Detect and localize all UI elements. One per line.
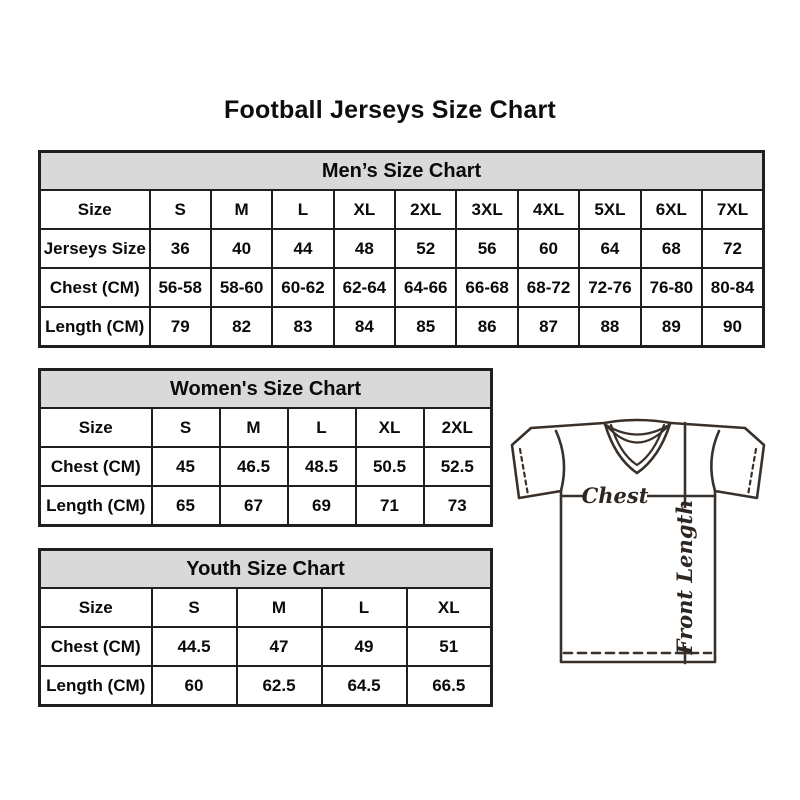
table-cell: XL <box>334 190 395 229</box>
table-cell: 56-58 <box>150 268 211 307</box>
row-label: Size <box>40 190 150 229</box>
table-cell: 60-62 <box>272 268 333 307</box>
table-title: Women's Size Chart <box>40 370 492 409</box>
table-cell: 60 <box>518 229 579 268</box>
table-row <box>40 588 492 627</box>
table-cell: 72 <box>702 229 763 268</box>
table-cell: 85 <box>395 307 456 347</box>
table-cell: 56 <box>456 229 517 268</box>
table-cell: S <box>152 588 237 627</box>
table-title: Men’s Size Chart <box>40 152 764 191</box>
table-cell: 51 <box>407 627 492 666</box>
table-cell: 52.5 <box>424 447 492 486</box>
table-cell: 76-80 <box>641 268 702 307</box>
table-cell: 68-72 <box>518 268 579 307</box>
table-cell: L <box>288 408 356 447</box>
table-cell: 73 <box>424 486 492 526</box>
table-row <box>40 190 764 229</box>
jersey-diagram-svg <box>500 410 790 680</box>
mens-size-table <box>38 150 765 348</box>
table-cell: M <box>211 190 272 229</box>
table-cell: 68 <box>641 229 702 268</box>
table-cell: 69 <box>288 486 356 526</box>
table-cell: M <box>237 588 322 627</box>
table-cell: 44.5 <box>152 627 237 666</box>
table-row <box>40 268 764 307</box>
table-cell: 46.5 <box>220 447 288 486</box>
table-row <box>40 229 764 268</box>
row-label: Length (CM) <box>40 486 152 526</box>
womens-size-table <box>38 368 493 527</box>
table-cell: 87 <box>518 307 579 347</box>
table-cell: XL <box>407 588 492 627</box>
table-cell: 4XL <box>518 190 579 229</box>
table-row <box>40 486 492 526</box>
table-cell: 67 <box>220 486 288 526</box>
table-cell: 52 <box>395 229 456 268</box>
row-label: Size <box>40 588 152 627</box>
row-label: Size <box>40 408 152 447</box>
table-cell: 5XL <box>579 190 640 229</box>
page-title: Football Jerseys Size Chart <box>224 96 556 124</box>
table-cell: 66-68 <box>456 268 517 307</box>
table-cell: 65 <box>152 486 220 526</box>
table-cell: 71 <box>356 486 424 526</box>
table-cell: 89 <box>641 307 702 347</box>
table-cell: 64-66 <box>395 268 456 307</box>
row-label: Jerseys Size <box>40 229 150 268</box>
table-cell: 45 <box>152 447 220 486</box>
table-cell: 3XL <box>456 190 517 229</box>
table-cell: 44 <box>272 229 333 268</box>
table-cell: 62.5 <box>237 666 322 706</box>
table-cell: 58-60 <box>211 268 272 307</box>
table-row <box>40 627 492 666</box>
front-length-label: Front Length <box>672 499 697 655</box>
table-cell: 82 <box>211 307 272 347</box>
table-cell: L <box>322 588 407 627</box>
row-label: Chest (CM) <box>40 627 152 666</box>
table-cell: 79 <box>150 307 211 347</box>
table-cell: 40 <box>211 229 272 268</box>
table-cell: S <box>150 190 211 229</box>
table-title: Youth Size Chart <box>40 550 492 589</box>
table-row <box>40 307 764 347</box>
table-cell: 88 <box>579 307 640 347</box>
table-row <box>40 447 492 486</box>
table-cell: 72-76 <box>579 268 640 307</box>
table-cell: 60 <box>152 666 237 706</box>
table-cell: 80-84 <box>702 268 763 307</box>
row-label: Length (CM) <box>40 666 152 706</box>
table-cell: 2XL <box>395 190 456 229</box>
table-cell: S <box>152 408 220 447</box>
table-cell: XL <box>356 408 424 447</box>
row-label: Chest (CM) <box>40 268 150 307</box>
chest-label: Chest <box>581 483 649 508</box>
table-cell: 84 <box>334 307 395 347</box>
table-cell: M <box>220 408 288 447</box>
table-cell: 47 <box>237 627 322 666</box>
row-label: Chest (CM) <box>40 447 152 486</box>
table-cell: 83 <box>272 307 333 347</box>
table-cell: 48.5 <box>288 447 356 486</box>
jersey-measurement-diagram <box>500 410 790 680</box>
table-cell: 66.5 <box>407 666 492 706</box>
table-cell: 50.5 <box>356 447 424 486</box>
youth-size-table <box>38 548 493 707</box>
table-row <box>40 666 492 706</box>
table-cell: 2XL <box>424 408 492 447</box>
table-cell: 48 <box>334 229 395 268</box>
table-cell: 7XL <box>702 190 763 229</box>
table-cell: 64 <box>579 229 640 268</box>
table-cell: 36 <box>150 229 211 268</box>
table-cell: 62-64 <box>334 268 395 307</box>
table-cell: L <box>272 190 333 229</box>
table-cell: 64.5 <box>322 666 407 706</box>
table-cell: 90 <box>702 307 763 347</box>
table-cell: 49 <box>322 627 407 666</box>
row-label: Length (CM) <box>40 307 150 347</box>
table-row <box>40 408 492 447</box>
table-cell: 86 <box>456 307 517 347</box>
jersey-outline <box>512 420 764 662</box>
table-cell: 6XL <box>641 190 702 229</box>
